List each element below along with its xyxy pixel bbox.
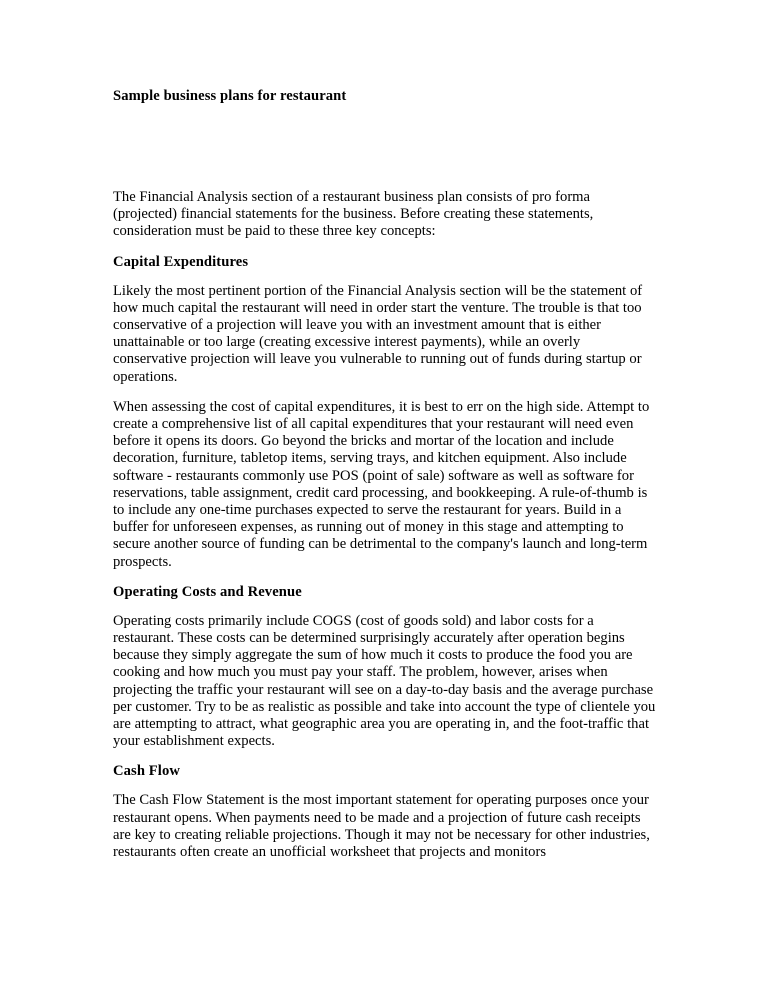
intro-paragraph: The Financial Analysis section of a restaurant business plan consists of pro forma (projected) financial statements for the business. Before creating these statements, consideration must be paid to these three key concepts:: [113, 189, 594, 240]
section-heading-capital-expenditures: Capital Expenditures: [113, 253, 249, 270]
document-body: [113, 88, 656, 861]
section-paragraph: When assessing the cost of capital expenditures, it is best to err on the high side. Attempt to create a comprehensive list of all capital expenditures that your restaurant will need even before it opens its doors. Go beyond the bricks and mortar of the location and include decoration, furniture, tabletop items, serving trays, and kitchen equipment. Also include software - restaurants commonly use POS (point of sale) software as well as software for reservations, table assignment, credit card processing, and bookkeeping. A rule-of-thumb is to include any one-time purchases expected to serve the restaurant for years. Build in a buffer for unforeseen expenses, as running out of money in this stage and attempting to secure another source of funding can be detrimental to the company's launch and long-term prospects.: [113, 398, 650, 570]
section-heading-cash-flow: Cash Flow: [113, 763, 180, 780]
section-paragraph: Likely the most pertinent portion of the Financial Analysis section will be the statement of how much capital the restaurant will need in order start the venture. The trouble is that too conservative of a projection will leave you with an investment amount that is either unattainable or too large (creating excessive interest payments), while an overly conservative projection will leave you vulnerable to running out of funds during startup or operations.: [113, 282, 643, 385]
page-title: Sample business plans for restaurant: [113, 88, 347, 104]
section-paragraph: The Cash Flow Statement is the most important statement for operating purposes once your restaurant opens. When payments need to be made and a projection of future cash receipts are key to creating reliable projections. Though it may not be necessary for other industries, restaurants often create an unofficial worksheet that projects and monitors: [113, 792, 650, 861]
section-heading-operating-costs-and-revenue: Operating Costs and Revenue: [113, 583, 302, 600]
section-paragraph: Operating costs primarily include COGS (cost of goods sold) and labor costs for a restaurant. These costs can be determined surprisingly accurately after operation begins because they simply aggregate the sum of how much it costs to produce the food you are cooking and how much you must pay your staff. The problem, however, arises when projecting the traffic your restaurant will see on a day-to-day basis and the average purchase per customer. Try to be as realistic as possible and take into account the type of clientele you are attempting to attract, what geographic area you are operating in, and the foot-traffic that your establishment expects.: [113, 612, 656, 750]
title-spacer: [113, 105, 656, 189]
